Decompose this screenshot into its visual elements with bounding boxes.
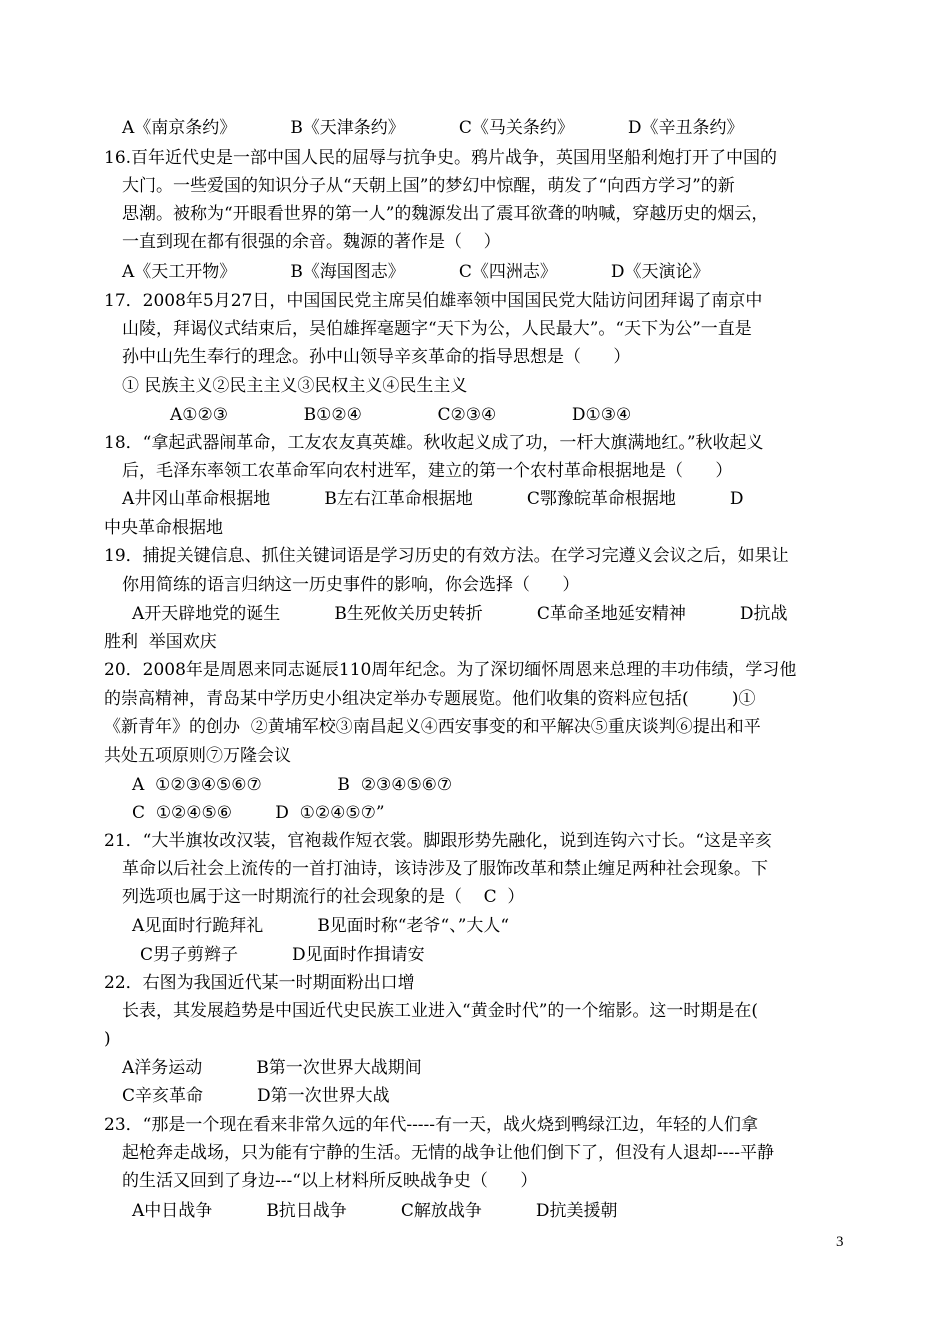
q21-options-line2: C男子剪辫子 D见面时作揖请安: [140, 945, 425, 965]
q21-options-line1: A见面时行跪拜礼 B见面时称“老爷“、”大人“: [132, 916, 510, 936]
q18-text-line2: 后，毛泽东率领工农革命军向农村进军，建立的第一个农村革命根据地是（ ）: [122, 461, 733, 481]
q21-text-line2: 革命以后社会上流传的一首打油诗，该诗涉及了服饰改革和禁止缠足两种社会现象。下: [122, 859, 768, 879]
q23-text-line1: 23．“那是一个现在看来非常久远的年代-----有一天，战火烧到鸭绿江边，年轻的人们拿: [104, 1115, 759, 1135]
page-number: 3: [836, 1234, 844, 1250]
q18-options-line2: 中央革命根据地: [104, 518, 223, 538]
q22-text-line3: ): [104, 1029, 111, 1049]
q16-options: A《天工开物》 B《海国图志》 C《四洲志》 D《天演论》: [122, 262, 710, 282]
q20-text-line1: 20．2008年是周恩来同志诞辰110周年纪念。为了深切缅怀周恩来总理的丰功伟绩，学习他: [104, 660, 797, 680]
q20-text-line3: 《新青年》的创办 ②黄埔军校③南昌起义④西安事变的和平解决⑤重庆谈判⑥提出和平: [104, 717, 761, 737]
q17-options: A①②③ B①②④ C②③④ D①③④: [170, 405, 632, 425]
q20-options-line2: C ①②④⑤⑥ D ①②④⑤⑦”: [132, 803, 385, 823]
q22-text-line1: 22．右图为我国近代某一时期面粉出口增: [104, 973, 415, 993]
q21-text-line1: 21．“大半旗妆改汉装，官袍裁作短衣裳。脚跟形势先融化，说到连钩六寸长。“这是辛亥: [104, 831, 773, 851]
q17-text-line3: 孙中山先生奉行的理念。孙中山领导辛亥革命的指导思想是（ ）: [122, 347, 631, 367]
q19-text-line1: 19．捕捉关键信息、抓住关键词语是学习历史的有效方法。在学习完遵义会议之后，如果让: [104, 546, 789, 566]
q20-options-line1: A ①②③④⑤⑥⑦ B ②③④⑤⑥⑦: [132, 775, 453, 795]
q18-options-line1: A井冈山革命根据地 B左右江革命根据地 C鄂豫皖革命根据地 D: [122, 489, 744, 509]
q16-text-line2: 大门。一些爱国的知识分子从“天朝上国”的梦幻中惊醒，萌发了“向西方学习”的新: [122, 176, 735, 196]
q17-text-line1: 17．2008年5月27日，中国国民党主席吴伯雄率领中国国民党大陆访问团拜谒了南京中: [104, 291, 763, 311]
q20-text-line2: 的崇高精神，青岛某中学历史小组决定举办专题展览。他们收集的资料应包括( )①: [104, 689, 756, 709]
q22-text-line2: 长表，其发展趋势是中国近代史民族工业进入“黄金时代”的一个缩影。这一时期是在(: [122, 1001, 759, 1021]
q23-options: A中日战争 B抗日战争 C解放战争 D抗美援朝: [132, 1201, 618, 1221]
q17-items: ① 民族主义②民主主义③民权主义④民生主义: [122, 376, 468, 396]
q22-options-line2: C辛亥革命 D第一次世界大战: [122, 1086, 390, 1106]
q23-text-line2: 起枪奔走战场，只为能有宁静的生活。无情的战争让他们倒下了，但没有人退却----平静: [122, 1143, 774, 1163]
q16-text-line1: 16.百年近代史是一部中国人民的屈辱与抗争史。鸦片战争，英国用坚船利炮打开了中国的: [104, 148, 778, 168]
q18-text-line1: 18．“拿起武器闹革命，工友农友真英雄。秋收起义成了功，一杆大旗满地红。”秋收起义: [104, 433, 764, 453]
q22-options-line1: A洋务运动 B第一次世界大战期间: [122, 1058, 422, 1078]
q17-text-line2: 山陵，拜谒仪式结束后，吴伯雄挥毫题字“天下为公，人民最大”。“天下为公”一直是: [122, 319, 752, 339]
q19-options-line2: 胜利 举国欢庆: [104, 632, 217, 652]
q19-options-line1: A开天辟地党的诞生 B生死攸关历史转折 C革命圣地延安精神 D抗战: [132, 604, 788, 624]
q15-options: A《南京条约》 B《天津条约》 C《马关条约》 D《辛丑条约》: [122, 118, 744, 138]
q19-text-line2: 你用简练的语言归纳这一历史事件的影响，你会选择（ ）: [122, 575, 580, 595]
q16-text-line4: 一直到现在都有很强的余音。魏源的著作是（ ）: [122, 232, 501, 252]
q21-text-line3: 列选项也属于这一时期流行的社会现象的是（ C ）: [122, 887, 525, 907]
q16-text-line3: 思潮。被称为“开眼看世界的第一人”的魏源发出了震耳欲聋的呐喊，穿越历史的烟云，: [122, 204, 769, 224]
q20-text-line4: 共处五项原则⑦万隆会议: [104, 746, 291, 766]
q23-text-line3: 的生活又回到了身边---“以上材料所反映战争史（ ）: [122, 1171, 538, 1191]
